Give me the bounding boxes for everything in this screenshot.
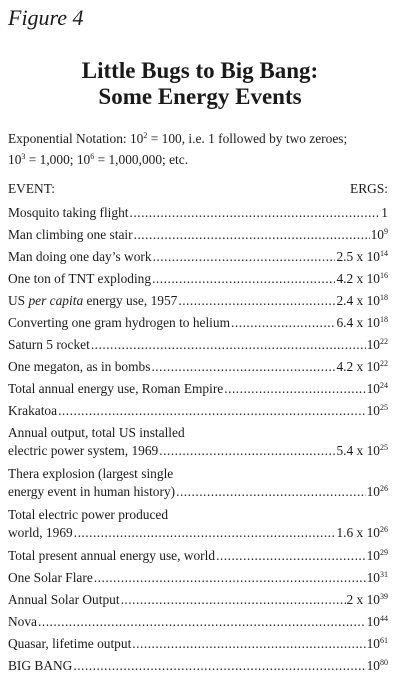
event-header: EVENT: <box>8 181 55 196</box>
column-headers <box>8 181 388 197</box>
dot-leader <box>231 314 335 331</box>
event-text-line-2 <box>8 483 388 501</box>
ergs-value <box>381 204 388 221</box>
event-row <box>8 248 388 265</box>
dot-leader <box>91 336 366 353</box>
ergs-coefficient: 2.5 x 10 <box>336 249 380 264</box>
ergs-value <box>371 226 388 243</box>
ergs-value <box>347 591 388 608</box>
note-line-1: Exponential Notation: $10^2 = 100$, i.e. 1 followed by two zeroes; <box>8 131 348 146</box>
ergs-coefficient: 10 <box>366 548 380 563</box>
ergs-exponent: 39 <box>380 592 388 601</box>
ergs-coefficient: 10 <box>366 636 380 651</box>
ergs-exponent: 16 <box>380 271 388 280</box>
ergs-coefficient: 10 <box>366 614 380 629</box>
ergs-coefficient: 10 <box>370 227 384 242</box>
ergs-coefficient: 6.4 x 10 <box>336 315 380 330</box>
title-line-2: Some Energy Events <box>98 84 302 109</box>
dot-leader <box>94 569 366 586</box>
ergs-value <box>336 292 388 309</box>
event-name: Total present annual energy use, world <box>8 548 216 563</box>
dot-leader <box>121 591 346 608</box>
ergs-exponent: 61 <box>380 636 388 645</box>
event-name: world, 1969 <box>8 525 73 540</box>
ergs-value <box>367 657 388 674</box>
title-line-1: Little Bugs to Big Bang: <box>81 58 319 83</box>
ergs-value <box>336 270 388 287</box>
ergs-coefficient: 10 <box>366 484 380 499</box>
event-row <box>8 270 388 287</box>
ergs-value <box>367 613 388 630</box>
ergs-coefficient: 1 <box>381 205 388 220</box>
event-row <box>8 569 388 586</box>
ergs-exponent: 14 <box>380 249 388 258</box>
event-text-line-2 <box>8 524 388 542</box>
dot-leader <box>178 292 335 309</box>
note-line-2: $10^3 = 1,000$; $10^6 = 1,000,000$; etc. <box>8 152 189 167</box>
notation-note <box>8 128 390 170</box>
ergs-value <box>336 248 388 265</box>
event-text-line-1: Thera explosion (largest single <box>8 466 174 481</box>
dot-leader <box>151 358 335 375</box>
ergs-value <box>367 483 388 501</box>
dot-leader <box>152 270 335 287</box>
ergs-exponent: 9 <box>384 227 388 236</box>
event-name: One megaton, as in bombs <box>8 359 151 374</box>
event-row <box>8 380 388 397</box>
dot-leader <box>224 380 365 397</box>
ergs-exponent: 80 <box>380 658 388 667</box>
event-name: One ton of TNT exploding <box>8 271 152 286</box>
ergs-coefficient: 2.4 x 10 <box>336 293 380 308</box>
event-name: One Solar Flare <box>8 570 93 585</box>
event-row <box>8 591 388 608</box>
ergs-value <box>367 569 388 586</box>
event-name: energy event in human history) <box>8 484 176 499</box>
ergs-value <box>336 314 388 331</box>
event-name: Man doing one day’s work <box>8 249 152 264</box>
event-row <box>8 506 388 542</box>
dot-leader <box>73 657 365 674</box>
event-name-part: energy use, 1957 <box>83 293 178 308</box>
ergs-exponent: 44 <box>380 614 388 623</box>
ergs-exponent: 18 <box>380 315 388 324</box>
event-name <box>8 292 177 309</box>
event-row <box>8 424 388 460</box>
ergs-coefficient: 4.2 x 10 <box>336 359 380 374</box>
dot-leader <box>38 613 366 630</box>
energy-event-list <box>8 204 388 679</box>
ergs-coefficient: 10 <box>366 403 380 418</box>
event-row <box>8 402 388 419</box>
dot-leader <box>130 204 381 221</box>
ergs-exponent: 29 <box>380 548 388 557</box>
event-name: Quasar, lifetime output <box>8 636 132 651</box>
dot-leader <box>176 483 366 501</box>
event-row <box>8 314 388 331</box>
ergs-exponent: 26 <box>380 525 388 534</box>
ergs-coefficient: 4.2 x 10 <box>336 271 380 286</box>
event-name-italic: per capita <box>28 293 84 308</box>
ergs-exponent: 18 <box>380 293 388 302</box>
ergs-coefficient: 10 <box>366 337 380 352</box>
event-row <box>8 657 388 674</box>
ergs-exponent: 22 <box>380 337 388 346</box>
event-row <box>8 613 388 630</box>
event-name: Converting one gram hydrogen to helium <box>8 315 231 330</box>
event-name: Total annual energy use, Roman Empire <box>8 381 224 396</box>
event-text-line-2 <box>8 442 388 460</box>
ergs-coefficient: 2 x 10 <box>346 592 380 607</box>
dot-leader <box>58 402 366 419</box>
dot-leader <box>134 226 370 243</box>
event-text-line-1: Total electric power produced <box>8 507 169 522</box>
ergs-exponent: 31 <box>380 570 388 579</box>
event-name: Krakatoa <box>8 403 58 418</box>
event-row <box>8 226 388 243</box>
ergs-value <box>336 442 388 460</box>
ergs-coefficient: 5.4 x 10 <box>336 443 380 458</box>
ergs-value <box>367 547 388 564</box>
ergs-coefficient: 1.6 x 10 <box>336 525 380 540</box>
ergs-value <box>367 402 388 419</box>
event-row <box>8 336 388 353</box>
figure-label: Figure 4 <box>8 5 84 30</box>
event-name: Annual Solar Output <box>8 592 120 607</box>
event-name: electric power system, 1969 <box>8 443 159 458</box>
event-name: BIG BANG <box>8 658 73 673</box>
event-name: Nova <box>8 614 38 629</box>
ergs-coefficient: 10 <box>366 381 380 396</box>
ergs-exponent: 25 <box>380 403 388 412</box>
dot-leader <box>159 442 335 460</box>
ergs-exponent: 25 <box>380 443 388 452</box>
event-name: Mosquito taking flight <box>8 205 129 220</box>
event-name: Man climbing one stair <box>8 227 133 242</box>
ergs-value <box>367 336 388 353</box>
ergs-exponent: 22 <box>380 359 388 368</box>
event-name-part: US <box>8 293 29 308</box>
ergs-value <box>367 380 388 397</box>
event-row <box>8 465 388 501</box>
event-row <box>8 292 388 309</box>
ergs-exponent: 24 <box>380 381 388 390</box>
event-row <box>8 204 388 221</box>
dot-leader <box>74 524 336 542</box>
ergs-header: ERGS: <box>350 181 388 196</box>
ergs-coefficient: 10 <box>366 570 380 585</box>
dot-leader <box>216 547 366 564</box>
page-title <box>0 58 400 110</box>
event-row <box>8 358 388 375</box>
ergs-value <box>336 524 388 542</box>
dot-leader <box>153 248 336 265</box>
ergs-exponent: 26 <box>380 484 388 493</box>
event-text-line-1: Annual output, total US installed <box>8 425 185 440</box>
ergs-coefficient: 10 <box>366 658 380 673</box>
event-row <box>8 547 388 564</box>
event-name: Saturn 5 rocket <box>8 337 90 352</box>
ergs-value <box>336 358 388 375</box>
